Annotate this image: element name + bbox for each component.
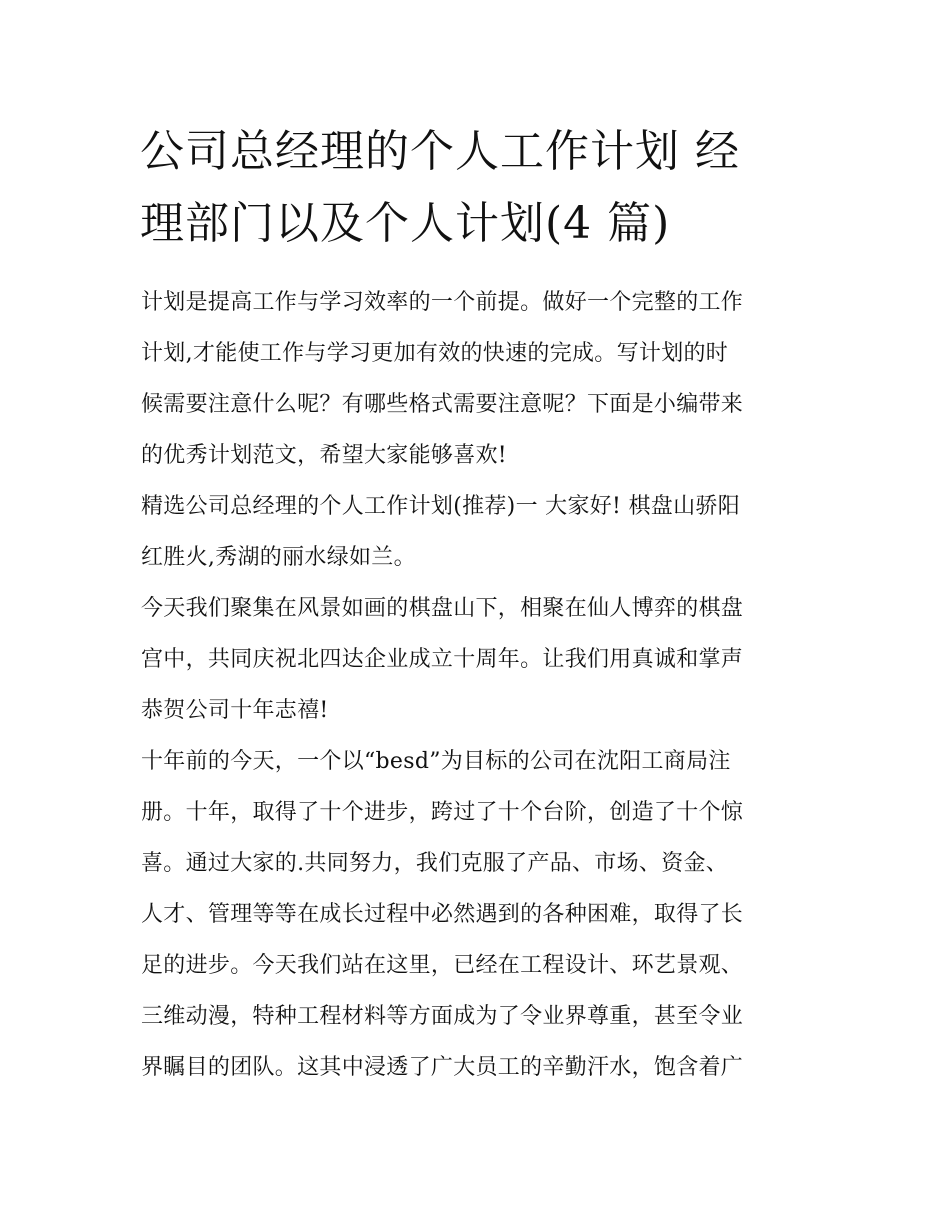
body-line-15: 三维动漫，特种工程材料等方面成为了令业界尊重，甚至令业	[141, 1004, 744, 1029]
body-line-3: 候需要注意什么呢？有哪些格式需要注意呢？下面是小编带来	[141, 392, 744, 417]
body-line-10: 十年前的今天，一个以“besd”为目标的公司在沈阳工商局注	[141, 749, 731, 774]
document-title	[140, 116, 812, 260]
body-line-8: 宫中，共同庆祝北四达企业成立十周年。让我们用真诚和掌声	[141, 647, 744, 672]
body-line-9: 恭贺公司十年志禧!	[141, 698, 329, 723]
body-line-1: 计划是提高工作与学习效率的一个前提。做好一个完整的工作	[141, 290, 744, 315]
body-line-13: 人才、管理等等在成长过程中必然遇到的各种困难，取得了长	[141, 902, 744, 927]
title-line-1: 公司总经理的个人工作计划 经	[140, 126, 740, 177]
body-line-2: 计划,才能使工作与学习更加有效的快速的完成。写计划的时	[141, 341, 729, 366]
body-line-11: 册。十年，取得了十个进步，跨过了十个台阶，创造了十个惊	[141, 800, 744, 825]
body-line-6: 红胜火,秀湖的丽水绿如兰。	[141, 545, 416, 570]
document-body	[141, 277, 813, 1093]
body-line-16: 界瞩目的团队。这其中浸透了广大员工的辛勤汗水，饱含着广	[141, 1055, 744, 1080]
body-line-12: 喜。通过大家的.共同努力，我们克服了产品、市场、资金、	[141, 851, 729, 876]
body-line-7: 今天我们聚集在风景如画的棋盘山下，相聚在仙人博弈的棋盘	[141, 596, 744, 621]
title-line-2: 理部门以及个人计划(4 篇)	[140, 198, 671, 249]
body-line-4: 的优秀计划范文，希望大家能够喜欢!	[141, 443, 507, 468]
body-line-5: 精选公司总经理的个人工作计划(推荐)一 大家好! 棋盘山骄阳	[141, 494, 740, 519]
body-line-14: 足的进步。今天我们站在这里，已经在工程设计、环艺景观、	[141, 953, 744, 978]
